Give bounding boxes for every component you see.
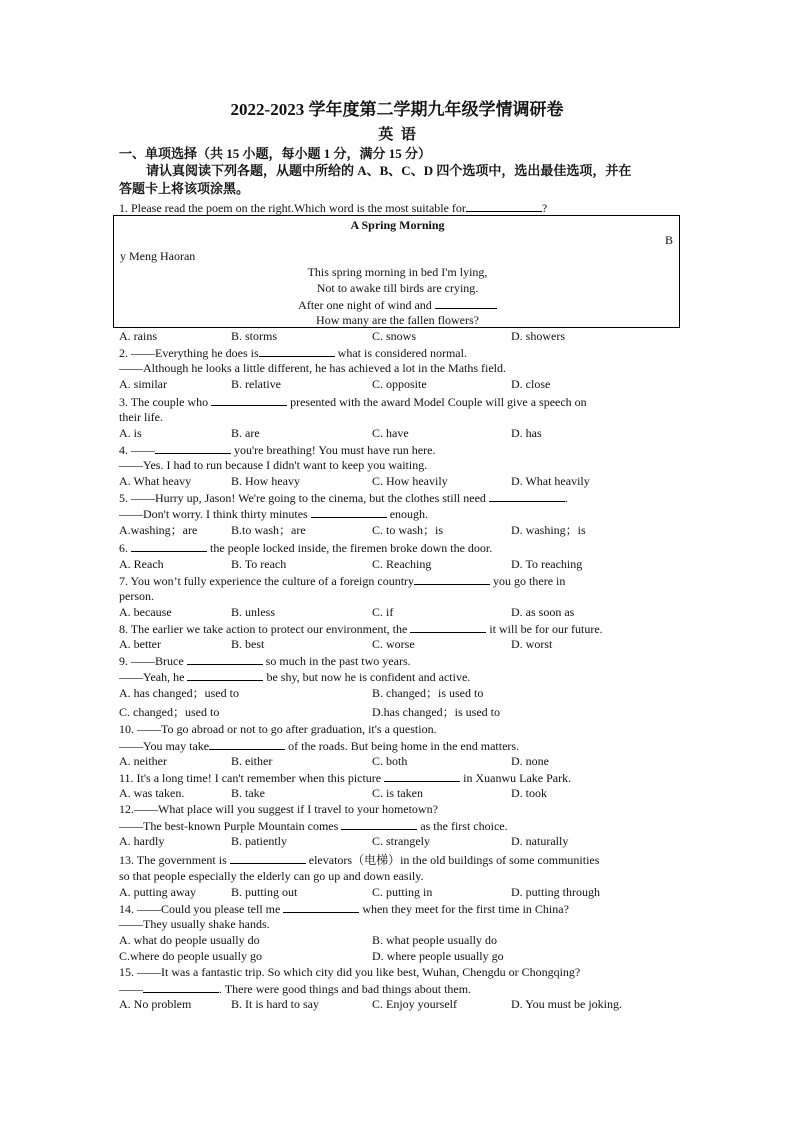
q3-option-c: C. have (372, 426, 409, 440)
question-7-line-2: person. (119, 589, 154, 603)
q10-option-b: B. either (231, 754, 273, 768)
q3-text-a: 3. The couple who (119, 395, 209, 409)
q2-option-c: C. opposite (372, 377, 427, 391)
q10-option-d: D. none (511, 754, 549, 768)
question-9-line-1 (119, 653, 411, 669)
q4-option-a: A. What heavy (119, 474, 192, 488)
question-15-line-1: 15. ——It was a fantastic trip. So which city did you like best, Wuhan, Chengdu or Chongqing? (119, 965, 581, 979)
poem-line-2: Not to awake till birds are crying. (316, 281, 479, 295)
q15-option-a: A. No problem (119, 997, 192, 1011)
q5-option-a: A.washing；are (119, 523, 198, 537)
q9-option-b: B. changed；is used to (372, 686, 484, 700)
question-10-line-2 (119, 738, 519, 754)
q14-option-b: B. what people usually do (372, 933, 497, 947)
question-5-line-2 (119, 506, 428, 522)
q10-option-a: A. neither (119, 754, 167, 768)
q5-text-a: 5. ——Hurry up, Jason! We're going to the cinema, but the clothes still need (119, 491, 486, 505)
q13-option-b: B. putting out (231, 885, 298, 899)
section-heading: 一、单项选择（共 15 小题，每小题 1 分，满分 15 分） (119, 146, 432, 161)
q7-option-a: A. because (119, 605, 172, 619)
q11-option-d: D. took (511, 786, 547, 800)
q2-text-a: 2. ——Everything he does is (119, 346, 259, 360)
answer-blank (187, 669, 263, 681)
q6-option-a: A. Reach (119, 557, 164, 571)
q12-text-b: as the first choice. (420, 819, 508, 833)
q10-text-b: of the roads. But being home in the end matters. (288, 739, 520, 753)
q9-option-a: A. has changed；used to (119, 686, 239, 700)
q13-option-d: D. putting through (511, 885, 600, 899)
q2-option-b: B. relative (231, 377, 281, 391)
answer-blank (209, 738, 285, 750)
q5-option-c: C. to wash；is (372, 523, 444, 537)
answer-blank (259, 345, 335, 357)
question-1-stem (119, 200, 547, 216)
q8-text-b: it will be for our future. (489, 622, 603, 636)
answer-blank (410, 621, 486, 633)
subject-title: 英 语 (378, 127, 416, 143)
answer-blank (414, 573, 490, 585)
q5-option-d: D. washing；is (511, 523, 586, 537)
q4-text-a: 4. —— (119, 443, 155, 457)
question-12-line-2 (119, 818, 508, 834)
q15-option-b: B. It is hard to say (231, 997, 319, 1011)
q5-option-b: B.to wash；are (231, 523, 306, 537)
q8-text-a: 8. The earlier we take action to protect our environment, the (119, 622, 408, 636)
question-11-line-1 (119, 770, 571, 786)
poem-box (113, 215, 680, 328)
q13-text-b: elevators（电梯）in the old buildings of some communities (308, 853, 600, 867)
q1-option-b: B. storms (231, 329, 278, 343)
answer-blank (311, 506, 387, 518)
answer-blank (155, 442, 231, 454)
q4-option-d: D. What heavily (511, 474, 590, 488)
question-14-line-2: ——They usually shake hands. (119, 917, 270, 931)
q9-text-b: so much in the past two years. (265, 654, 411, 668)
q7-option-d: D. as soon as (511, 605, 575, 619)
q11-option-a: A. was taken. (119, 786, 185, 800)
question-13-line-1 (119, 852, 599, 868)
q13-option-a: A. putting away (119, 885, 196, 899)
q11-option-b: B. take (231, 786, 265, 800)
q3-option-a: A. is (119, 426, 142, 440)
answer-blank (283, 901, 359, 913)
q2-option-a: A. similar (119, 377, 167, 391)
q7-text-b: you go there in (493, 574, 566, 588)
q6-option-c: C. Reaching (372, 557, 432, 571)
q3-option-d: D. has (511, 426, 542, 440)
q1-option-c: C. snows (372, 329, 417, 343)
question-1-text: 1. Please read the poem on the right.Which word is the most suitable for (119, 201, 466, 215)
q13-text-a: 13. The government is (119, 853, 227, 867)
question-8-line-1 (119, 621, 603, 637)
poem-author-initial: B (665, 233, 674, 247)
q12-option-c: C. strangely (372, 834, 430, 848)
q1-option-a: A. rains (119, 329, 157, 343)
question-4-line-1 (119, 442, 435, 458)
q5-text-c: ——Don't worry. I think thirty minutes (119, 507, 308, 521)
question-1-stem-end: ? (541, 201, 548, 215)
question-9-line-2 (119, 669, 470, 685)
answer-blank (341, 818, 417, 830)
q6-option-d: D. To reaching (511, 557, 583, 571)
q9-text-c: ——Yeah, he (119, 670, 185, 684)
q5-text-d: enough. (389, 507, 429, 521)
question-10-line-1: 10. ——To go abroad or not to go after graduation, it's a question. (119, 722, 437, 736)
poem-line-3-text: After one night of wind and (298, 298, 432, 312)
q8-option-d: D. worst (511, 637, 553, 651)
q7-option-c: C. if (372, 605, 394, 619)
answer-blank (211, 394, 287, 406)
question-2-line-2: ——Although he looks a little different, he has achieved a lot in the Maths field. (119, 361, 507, 375)
q5-text-b: . (564, 491, 568, 505)
q15-text-b: . There were good things and bad things about them. (219, 982, 472, 996)
q14-option-c: C.where do people usually go (119, 949, 262, 963)
poem-line-4: How many are the fallen flowers? (316, 313, 479, 327)
question-3-line-1 (119, 394, 587, 410)
q8-option-a: A. better (119, 637, 161, 651)
q9-option-d: D.has changed；is used to (372, 705, 500, 719)
q8-option-c: C. worse (372, 637, 415, 651)
question-13-line-2: so that people especially the elderly can go up and down easily. (119, 869, 424, 883)
q11-text-a: 11. It's a long time! I can't remember when this picture (119, 771, 382, 785)
answer-blank (384, 770, 460, 782)
q12-text-a: ——The best-known Purple Mountain comes (119, 819, 339, 833)
page-title: 2022-2023 学年度第二学期九年级学情调研卷 (230, 100, 564, 119)
q4-option-c: C. How heavily (372, 474, 448, 488)
question-15-line-2 (119, 981, 471, 997)
question-3-line-2: their life. (119, 410, 163, 424)
q3-text-b: presented with the award Model Couple will give a speech on (290, 395, 587, 409)
q1-option-d: D. showers (511, 329, 565, 343)
q3-option-b: B. are (231, 426, 260, 440)
answer-blank (143, 981, 219, 993)
question-6-line-1 (119, 540, 492, 556)
section-instruction-2: 答题卡上将该项涂黑。 (119, 181, 250, 196)
q6-text-b: the people locked inside, the firemen broke down the door. (210, 541, 493, 555)
q14-option-a: A. what do people usually do (119, 933, 260, 947)
q2-text-b: what is considered normal. (337, 346, 467, 360)
q10-text-a: ——You may take (119, 739, 210, 753)
section-instruction-1: 请认真阅读下列各题，从题中所给的 A、B、C、D 四个选项中，选出最佳选项，并在 (146, 163, 632, 178)
q13-option-c: C. putting in (372, 885, 433, 899)
q8-option-b: B. best (231, 637, 265, 651)
q15-text-a: —— (119, 982, 143, 996)
q12-option-a: A. hardly (119, 834, 165, 848)
question-4-line-2: ——Yes. I had to run because I didn't want to keep you waiting. (119, 458, 428, 472)
q11-text-b: in Xuanwu Lake Park. (463, 771, 572, 785)
answer-blank (230, 852, 306, 864)
q9-text-a: 9. ——Bruce (119, 654, 184, 668)
q10-option-c: C. both (372, 754, 408, 768)
q4-option-b: B. How heavy (231, 474, 300, 488)
q9-text-d: be shy, but now he is confident and active. (266, 670, 471, 684)
q14-text-b: when they meet for the first time in China? (362, 902, 569, 916)
q6-text-a: 6. (119, 541, 128, 555)
q4-text-b: you're breathing! You must have run here. (234, 443, 436, 457)
answer-blank (435, 297, 497, 309)
q7-text-a: 7. You won’t fully experience the culture of a foreign country (119, 574, 415, 588)
question-7-line-1 (119, 573, 565, 589)
question-2-line-1 (119, 345, 467, 361)
q7-option-b: B. unless (231, 605, 276, 619)
question-12-line-1: 12.——What place will you suggest if I travel to your hometown? (119, 802, 438, 816)
q15-option-d: D. You must be joking. (511, 997, 623, 1011)
poem-title: A Spring Morning (350, 218, 445, 232)
q12-option-d: D. naturally (511, 834, 569, 848)
question-14-line-1 (119, 901, 569, 917)
poem-line-3 (114, 297, 681, 313)
question-5-line-1 (119, 490, 568, 506)
q6-option-b: B. To reach (231, 557, 287, 571)
poem-author: y Meng Haoran (120, 249, 196, 263)
answer-blank (489, 490, 565, 502)
q9-option-c: C. changed；used to (119, 705, 220, 719)
answer-blank (131, 540, 207, 552)
q14-text-a: 14. ——Could you please tell me (119, 902, 281, 916)
q14-option-d: D. where people usually go (372, 949, 504, 963)
answer-blank (466, 200, 542, 212)
answer-blank (187, 653, 263, 665)
poem-line-1: This spring morning in bed I'm lying, (307, 265, 488, 279)
q11-option-c: C. is taken (372, 786, 423, 800)
q2-option-d: D. close (511, 377, 551, 391)
q15-option-c: C. Enjoy yourself (372, 997, 457, 1011)
q12-option-b: B. patiently (231, 834, 287, 848)
